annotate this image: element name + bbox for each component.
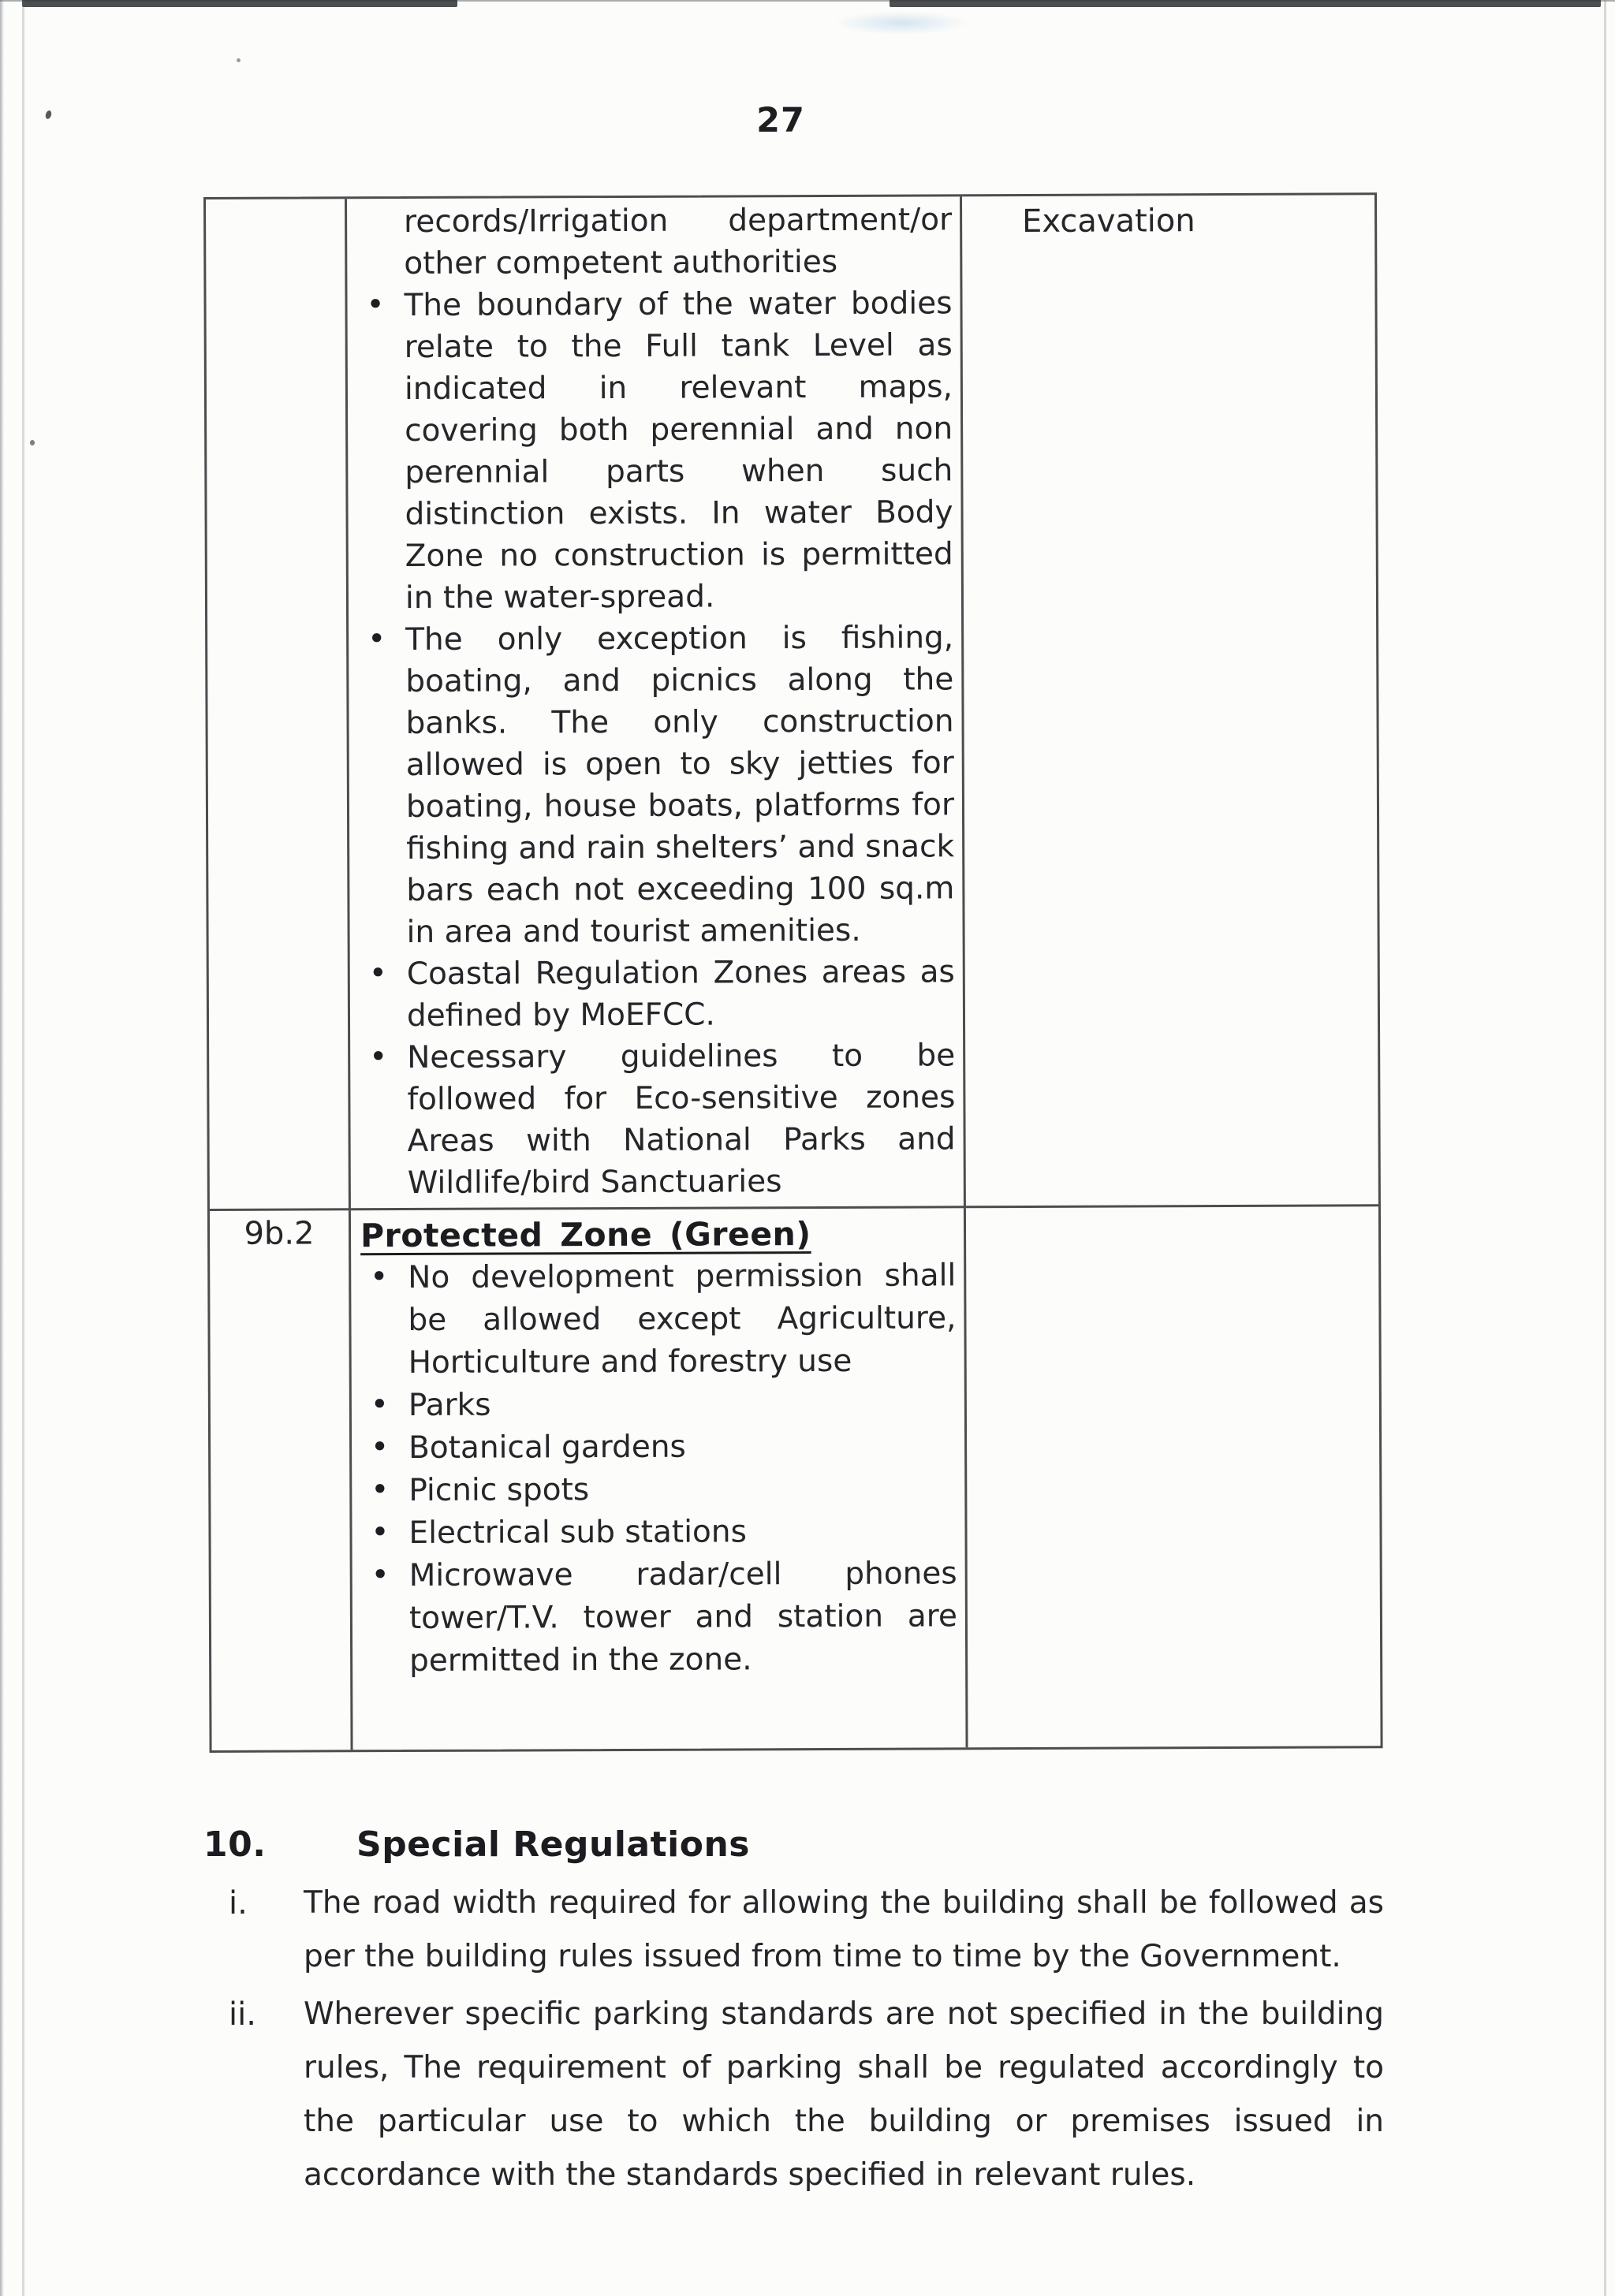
section-title: Special Regulations [356, 1824, 750, 1865]
page-number: 27 [756, 101, 805, 140]
section-number: 10. [203, 1824, 267, 1865]
continuation-paragraph: records/Irrigation department/or other competent authorities [404, 202, 953, 282]
special-regulations-list [229, 1877, 1384, 2202]
item-marker: i. [229, 1885, 248, 1921]
scan-speck [30, 440, 35, 445]
scan-smudge [834, 11, 968, 35]
zone-heading: Protected Zone (Green) [360, 1215, 811, 1255]
zoning-regulations-table [203, 192, 1383, 1753]
cell-permitted-use [962, 195, 1378, 1208]
bullet-item: • Necessary guidelines to be followed for Eco-sensitive zones Areas with National Parks and Wildlife/bird Sanctuaries [407, 1034, 956, 1204]
special-regulation-item [229, 1988, 1384, 2202]
bullet-item: • Botanical gardens [408, 1425, 957, 1470]
item-text: Wherever specific parking standards are not specified in the building rules, The requirement of parking shall be regulated accordingly to the particular use to which the building or premises issued in accordance with the standards specified in relevant rules. [304, 1996, 1384, 2193]
cell-row-id [210, 1210, 353, 1750]
item-marker: ii. [229, 1996, 256, 2033]
zone-bullet-list [351, 1254, 957, 1683]
bullet-item: • Microwave radar/cell phones tower/T.V. tower and station are permitted in the zone. [409, 1552, 958, 1683]
scan-top-bar-right [890, 0, 1601, 7]
row-id-text: 9b.2 [244, 1215, 315, 1252]
scan-top-bar-left [22, 0, 457, 7]
cell-zone-description [347, 196, 966, 1210]
zone-bullet-list [347, 282, 955, 1204]
section-heading [203, 1824, 750, 1865]
cell-row-id-empty [206, 199, 351, 1211]
bullet-item: • Electrical sub stations [408, 1510, 957, 1555]
bullet-item: • The boundary of the water bodies relate to the Full tank Level as indicated in relevant maps, covering both perennial and non perennial parts when such distinction exists. In water Body Zone no construction is permitted in the water-spread. [404, 282, 953, 619]
scan-left-edge-shadow [0, 0, 4, 2296]
bullet-item: • No development permission shall be allowed except Agriculture, Horticulture and forestry use [408, 1254, 957, 1385]
special-regulation-item [229, 1877, 1384, 1984]
bullet-item: • Parks [408, 1382, 957, 1427]
scan-right-edge-line [1604, 0, 1606, 2296]
scan-speck [44, 110, 52, 120]
bullet-item: • Coastal Regulation Zones areas as defined by MoEFCC. [407, 951, 955, 1037]
bullet-item: • Picnic spots [408, 1467, 957, 1512]
table-row-protected-zone [210, 1206, 1381, 1750]
scan-left-edge-line [22, 0, 24, 2296]
bullet-item: • The only exception is fishing, boating, and picnics along the banks. The only construction allowed is open to sky jetties for boating, house boats, platforms for fishing and rain shelters’ and snack bars each not exceeding 100 sq.m in area and tourist amenities. [405, 617, 955, 953]
cell-permitted-use-empty [966, 1206, 1381, 1747]
cell-zone-description [351, 1208, 968, 1750]
permitted-use-text: Excavation [1022, 203, 1195, 240]
table-row-water-body-zone [206, 195, 1378, 1211]
scan-speck [237, 58, 241, 62]
item-text: The road width required for allowing the building shall be followed as per the building rules issued from time to time by the Government. [304, 1885, 1384, 1974]
